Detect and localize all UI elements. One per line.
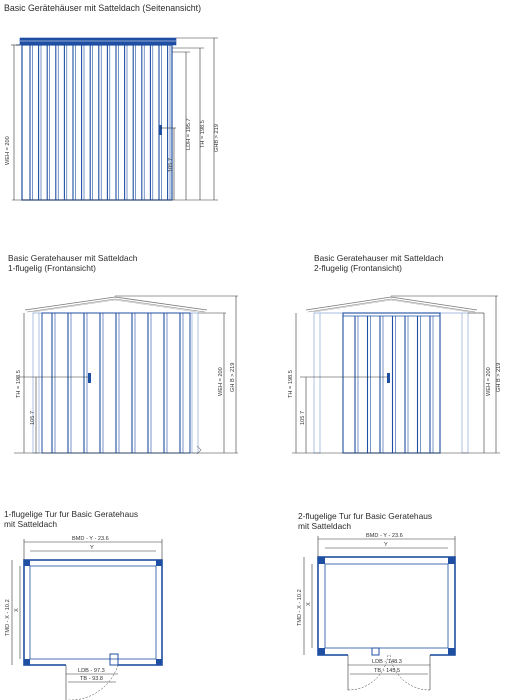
front-double-right-post xyxy=(462,313,468,453)
side-dim-weh: WEH = 200 xyxy=(5,136,11,165)
side-dim-gh: 105 7 xyxy=(168,158,174,172)
front-single-panel-ribs xyxy=(52,313,183,453)
plan-single-outer-frame xyxy=(24,560,162,665)
side-door-handle xyxy=(159,125,162,135)
plan-double-outer-frame xyxy=(318,557,455,655)
plan-single-door-jamb xyxy=(110,654,118,665)
front-double-caption-line1: Basic Geratehauser mit Satteldach xyxy=(314,253,444,263)
side-dim-ghb: GHB > 219 xyxy=(214,124,220,152)
side-wall-outline xyxy=(22,45,172,200)
plan-single-caption-line1: 1-flugelige Tur fur Basic Geratehaus xyxy=(4,509,139,519)
side-dim-ldh: LDH = 195.7 xyxy=(186,118,192,150)
front-double-door-frame xyxy=(343,313,440,453)
plan-double-dim-bmd: BMD - Y - 23.6 xyxy=(366,533,403,539)
front-double-dim-ghb: GH B > 219 xyxy=(496,362,502,392)
front-double-dim-gh: 105 7 xyxy=(300,411,306,425)
plan-single-inner-frame xyxy=(30,566,156,659)
front-double-panel-ribs xyxy=(355,316,433,453)
front-single-caption-line2: 1-flugelig (Frontansicht) xyxy=(8,263,96,273)
front-single-dim-th: TH = 198.5 xyxy=(16,370,22,398)
plan-double-dim-tb: TB - 145.5 xyxy=(374,668,401,674)
plan-double-dim-ldb: LDB - 148.3 xyxy=(372,659,402,665)
front-single-caption-line1: Basic Geratehauser mit Satteldach xyxy=(8,253,138,263)
side-view-caption: Basic Gerätehäuser mit Satteldach (Seitenansicht) xyxy=(4,3,202,13)
side-view-drawing xyxy=(4,3,220,200)
plan-single-dim-x: X xyxy=(14,608,20,612)
front-single-dim-gh: 105 7 xyxy=(30,411,36,425)
plan-single-dim-tb: TB - 93.8 xyxy=(80,676,104,682)
plan-double-dim-x: X xyxy=(306,602,312,606)
front-single-dim-ghb: GH B > 219 xyxy=(230,362,236,392)
front-single-right-post xyxy=(192,313,198,453)
plan-single-door-drawing xyxy=(4,509,162,700)
front-single-door-handle xyxy=(88,373,91,383)
front-view-double-door-drawing xyxy=(288,253,502,453)
plan-single-dim-ldb: LDB - 97.3 xyxy=(78,668,105,674)
plan-single-dim-y: Y xyxy=(90,545,94,551)
front-double-dim-weh: WEH = 200 xyxy=(486,367,492,396)
plan-double-door-drawing xyxy=(297,511,455,690)
side-dim-th: TH = 198.5 xyxy=(200,120,206,148)
plan-single-caption-line2: mit Satteldach xyxy=(4,519,58,529)
front-view-single-door-drawing xyxy=(8,253,238,454)
front-single-dim-weh: WEH = 200 xyxy=(218,367,224,396)
front-double-left-post xyxy=(314,313,320,453)
front-double-dim-th: TH = 198.5 xyxy=(288,370,294,398)
front-double-caption-line2: 2-flugelig (Frontansicht) xyxy=(314,263,402,273)
plan-double-caption-line1: 2-flugelige Tur fur Basic Geratehaus xyxy=(298,511,433,521)
plan-single-dim-bmd: BMD - Y - 23.6 xyxy=(72,536,109,542)
plan-double-inner-frame xyxy=(325,564,448,648)
side-wall-panel-ribs xyxy=(30,45,170,200)
side-roof-beam xyxy=(20,38,176,45)
plan-double-caption-line2: mit Satteldach xyxy=(298,521,352,531)
plan-double-dim-y: Y xyxy=(384,542,388,548)
front-double-door-handle xyxy=(387,373,390,383)
plan-double-dim-tmd: TMD - X - 10.2 xyxy=(297,589,303,626)
plan-single-dim-tmd: TMD - X - 10.2 xyxy=(5,599,11,636)
